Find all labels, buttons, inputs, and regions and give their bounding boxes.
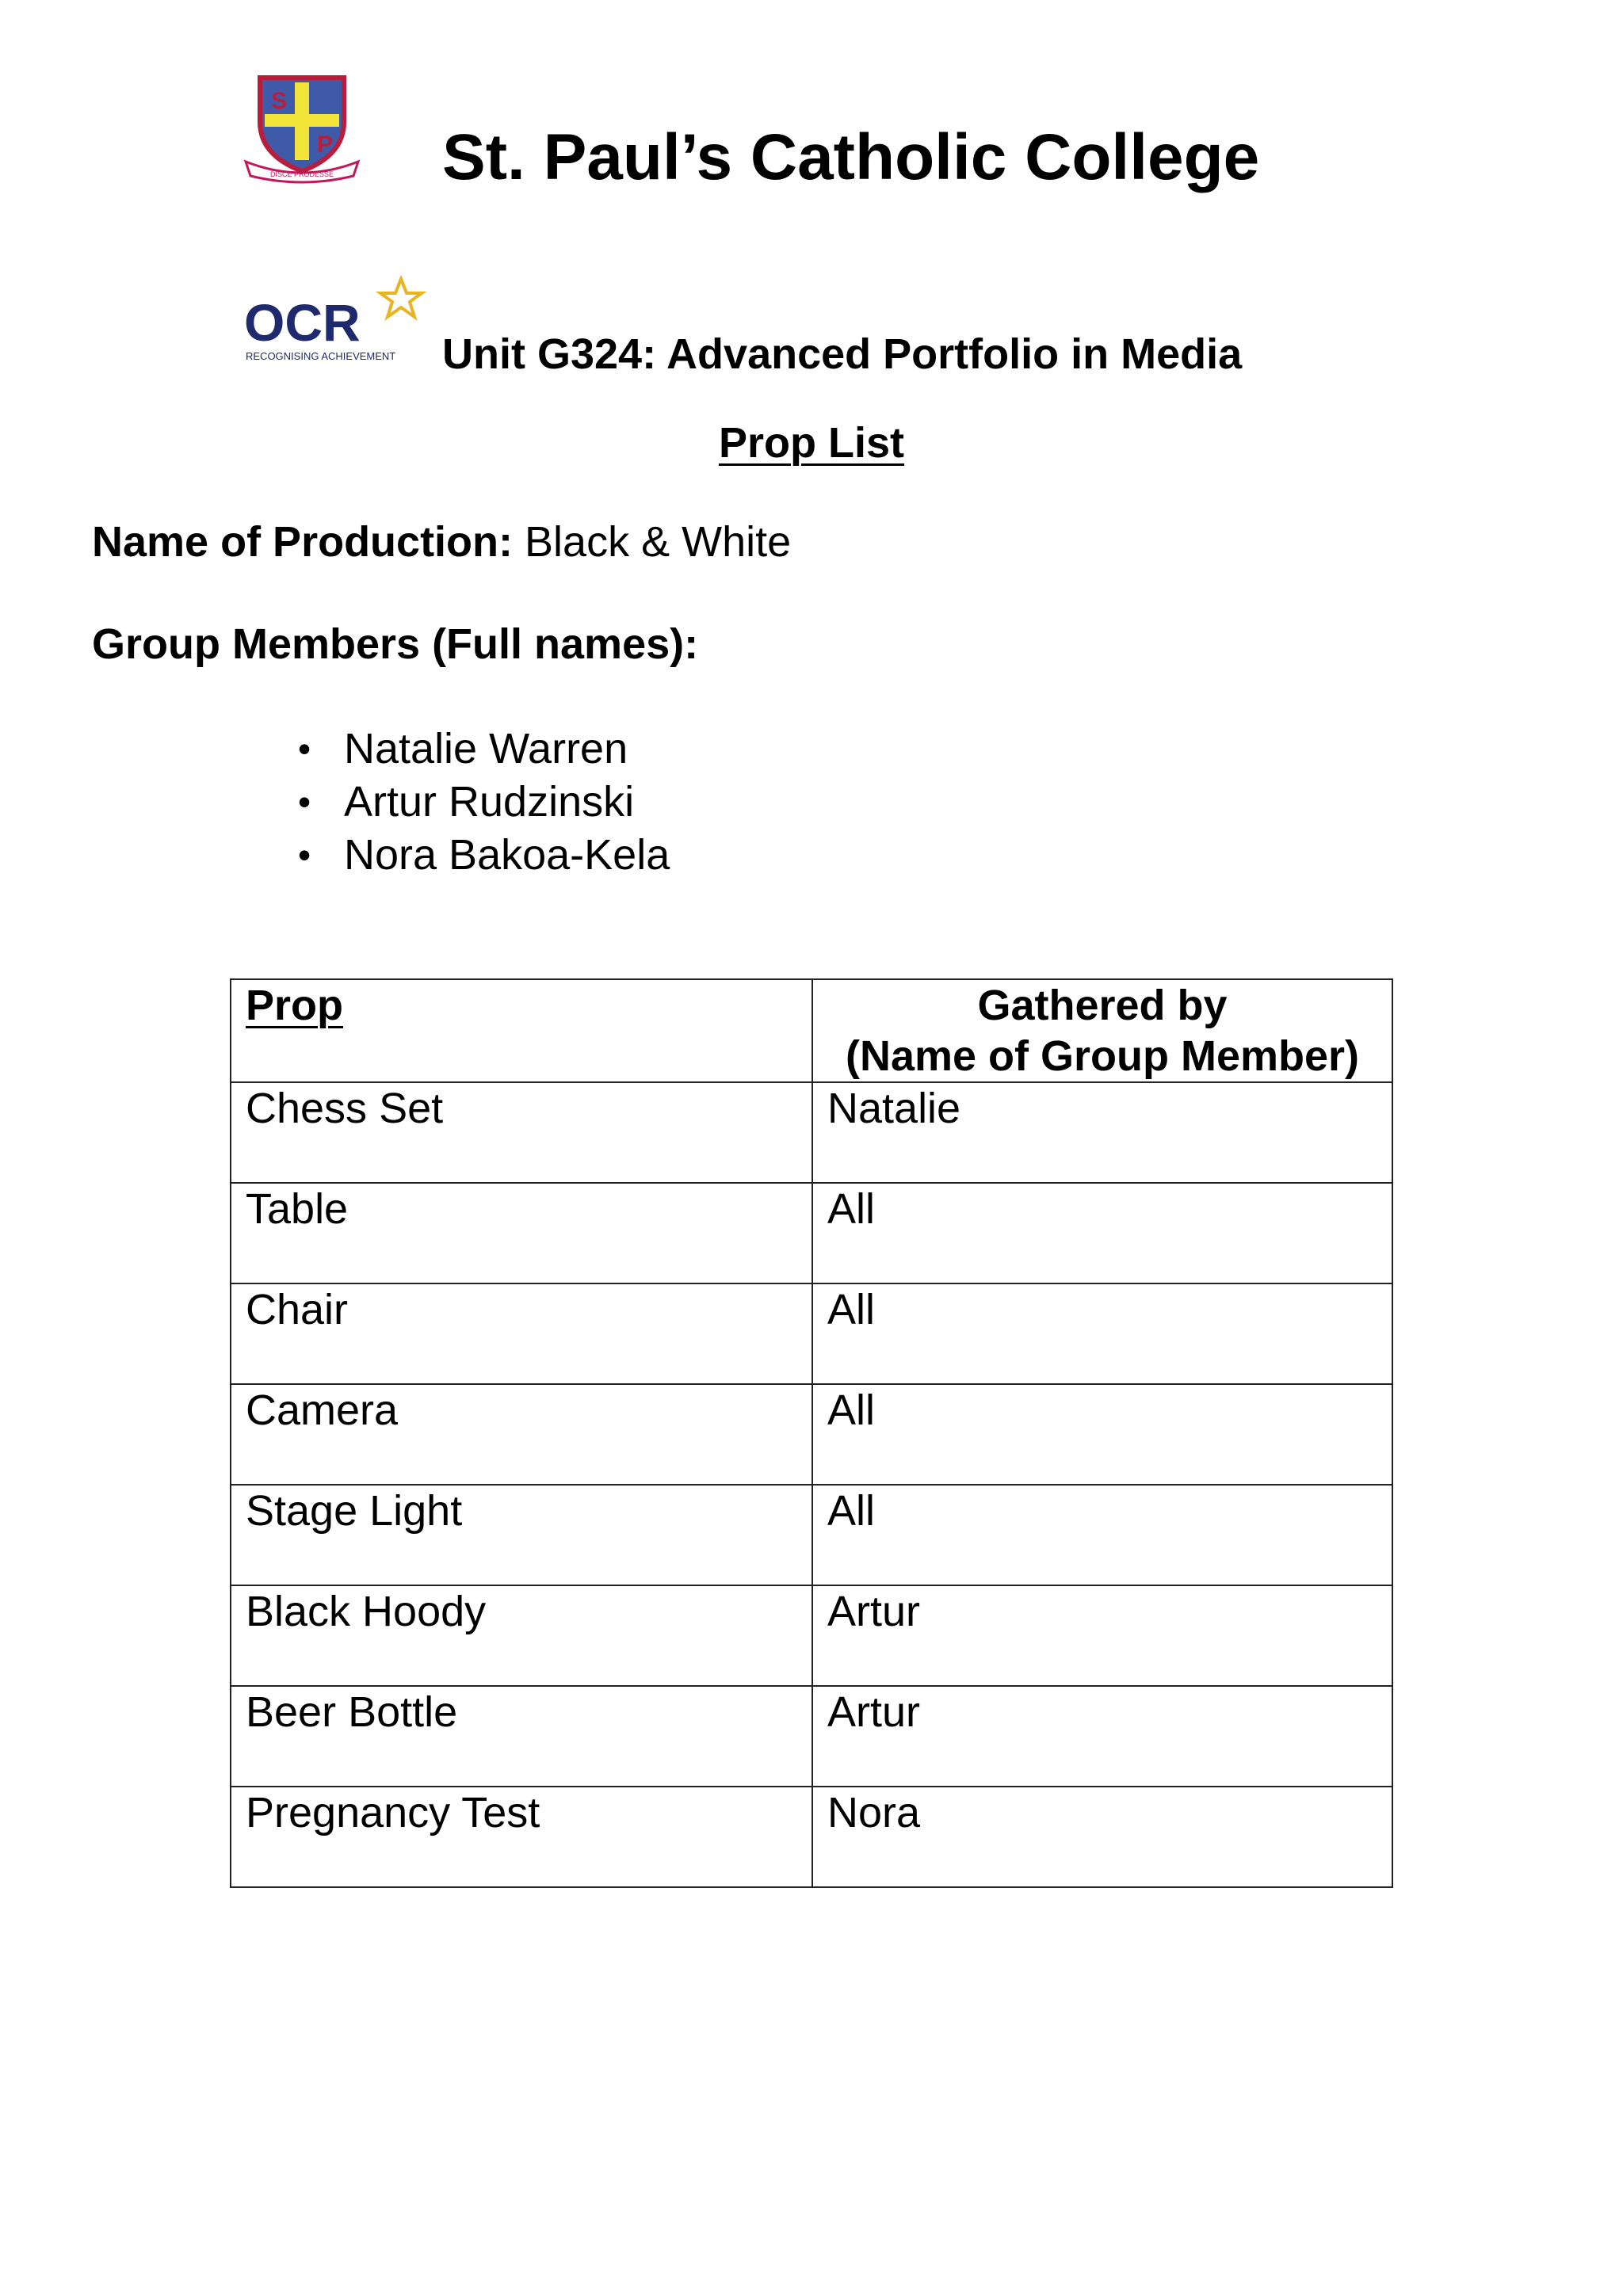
gathered-by-cell: All <box>812 1183 1392 1283</box>
column-header-gathered-by <box>812 979 1392 1082</box>
column-header-gathered-by-label: Gathered by <box>977 982 1228 1029</box>
prop-cell: Stage Light <box>231 1485 812 1585</box>
member-name: Artur Rudzinski <box>344 778 635 826</box>
gathered-by-cell: Artur <box>812 1686 1392 1787</box>
prop-cell: Beer Bottle <box>231 1686 812 1787</box>
ocr-tagline: RECOGNISING ACHIEVEMENT <box>246 350 396 362</box>
crest-motto: DISCE PRODESSE <box>269 170 334 178</box>
list-item <box>293 776 670 829</box>
gathered-by-cell: All <box>812 1384 1392 1485</box>
table-row <box>231 1384 1392 1485</box>
school-name: St. Paul’s Catholic College <box>442 121 1260 193</box>
school-crest-logo <box>242 73 361 185</box>
gathered-by-cell: Artur <box>812 1585 1392 1686</box>
table-row <box>231 1787 1392 1887</box>
list-item <box>293 829 670 882</box>
table-row <box>231 1485 1392 1585</box>
table-row <box>231 1283 1392 1384</box>
column-header-prop <box>231 979 812 1082</box>
table-header-row <box>231 979 1392 1082</box>
gathered-by-cell: Nora <box>812 1787 1392 1887</box>
ocr-logo <box>244 276 426 364</box>
prop-cell: Black Hoody <box>231 1585 812 1686</box>
production-field <box>92 518 792 566</box>
prop-cell: Chess Set <box>231 1082 812 1183</box>
bullet-icon: • <box>298 834 311 875</box>
column-header-gathered-by-sublabel: (Name of Group Member) <box>845 1032 1360 1080</box>
table-row <box>231 1686 1392 1787</box>
table-row <box>231 1585 1392 1686</box>
bullet-icon: • <box>298 781 311 822</box>
table-row <box>231 1183 1392 1283</box>
list-item <box>293 723 670 776</box>
ocr-logo-text: OCR <box>244 293 361 352</box>
document-title-row <box>0 419 1623 467</box>
prop-cell: Pregnancy Test <box>231 1787 812 1887</box>
crest-letter-s: S <box>270 88 288 114</box>
production-value: Black & White <box>525 518 792 566</box>
crest-letter-p: P <box>316 132 334 158</box>
group-members-list <box>293 723 670 882</box>
prop-cell: Camera <box>231 1384 812 1485</box>
member-name: Natalie Warren <box>344 725 628 772</box>
prop-table <box>230 978 1393 1888</box>
column-header-prop-label: Prop <box>246 982 344 1029</box>
gathered-by-cell: Natalie <box>812 1082 1392 1183</box>
gathered-by-cell: All <box>812 1485 1392 1585</box>
unit-title: Unit G324: Advanced Portfolio in Media <box>442 330 1243 378</box>
member-name: Nora Bakoa-Kela <box>344 831 670 879</box>
gathered-by-cell: All <box>812 1283 1392 1384</box>
ocr-star-icon <box>380 279 422 317</box>
table-row <box>231 1082 1392 1183</box>
production-label: Name of Production: <box>92 518 514 566</box>
document-title: Prop List <box>718 419 904 467</box>
prop-cell: Table <box>231 1183 812 1283</box>
group-members-label: Group Members (Full names): <box>92 620 699 668</box>
prop-cell: Chair <box>231 1283 812 1384</box>
bullet-icon: • <box>298 728 311 769</box>
